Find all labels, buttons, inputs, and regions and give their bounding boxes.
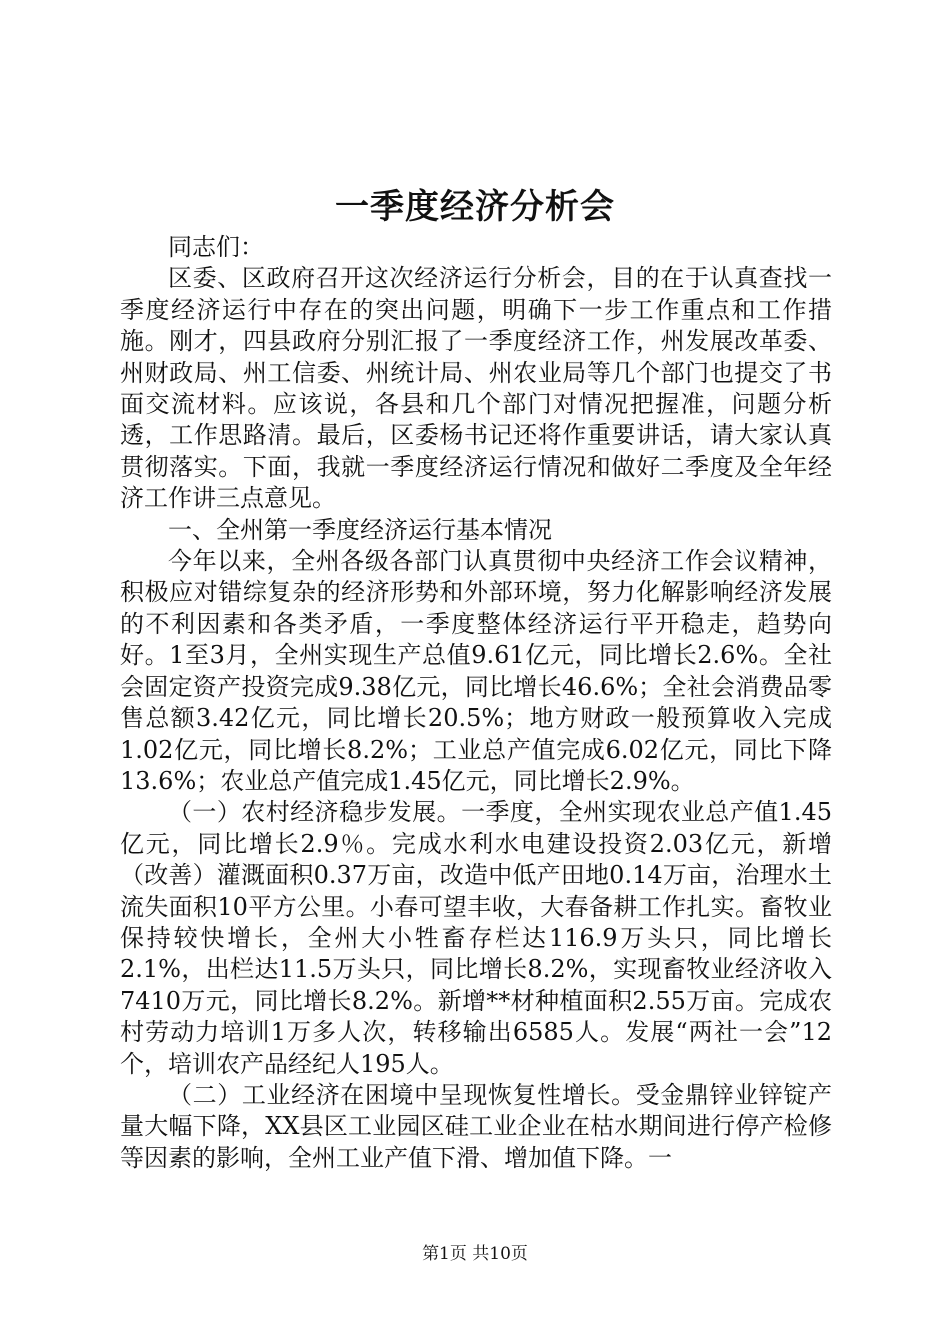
paragraph-overview: 今年以来，全州各级各部门认真贯彻中央经济工作会议精神，积极应对错综复杂的经济形势和外部环境，努力化解影响经济发展的不利因素和各类矛盾，一季度整体经济运行平开稳走，趋势向好。1至3月，全州实现生产总值9.61亿元，同比增长2.6%。全社会固定资产投资完成9.38亿元，同比增长46.6%；全社会消费品零售总额3.42亿元，同比增长20.5%；地方财政一般预算收入完成1.02亿元，同比增长8.2%；工业总产值完成6.02亿元，同比下降13.6%；农业总产值完成1.45亿元，同比增长2.9%。 — [120, 547, 832, 795]
paragraph-rural-economy: （一）农村经济稳步发展。一季度，全州实现农业总产值1.45亿元，同比增长2.9％。完成水利水电建设投资2.03亿元，新增（改善）灌溉面积0.37万亩，改造中低产田地0.14万亩，治理水土流失面积10平方公里。小春可望丰收，大春备耕工作扎实。畜牧业保持较快增长，全州大小牲畜存栏达116.9万头只，同比增长2.1%，出栏达11.5万头只，同比增长8.2%，实现畜牧业经济收入7410万元，同比增长8.2%。新增**材种植面积2.55万亩。完成农村劳动力培训1万多人次，转移输出6585人。发展“两社一会”12个，培训农产品经纪人195人。 — [120, 798, 832, 1078]
salutation: 同志们： — [168, 233, 264, 261]
page-footer: 第1页 共10页 — [422, 1244, 528, 1264]
paragraph-industrial-economy: （二）工业经济在困境中呈现恢复性增长。受金鼎锌业锌锭产量大幅下降，XX县区工业园区硅工业企业在枯水期间进行停产检修等因素的影响，全州工业产值下滑、增加值下降。一 — [120, 1080, 832, 1172]
document-title: 一季度经济分析会 — [335, 187, 615, 227]
section-heading: 一、全州第一季度经济运行基本情况 — [168, 515, 552, 544]
paragraph-intro: 区委、区政府召开这次经济运行分析会，目的在于认真查找一季度经济运行中存在的突出问题，明确下一步工作重点和工作措施。刚才，四县政府分别汇报了一季度经济工作，州发展改革委、州财政局、州工信委、州统计局、州农业局等几个部门也提交了书面交流材料。应该说，各县和几个部门对情况把握准，问题分析透，工作思路清。最后，区委杨书记还将作重要讲话，请大家认真贯彻落实。下面，我就一季度经济运行情况和做好二季度及全年经济工作讲三点意见。 — [120, 264, 832, 513]
document-body — [120, 232, 832, 1174]
